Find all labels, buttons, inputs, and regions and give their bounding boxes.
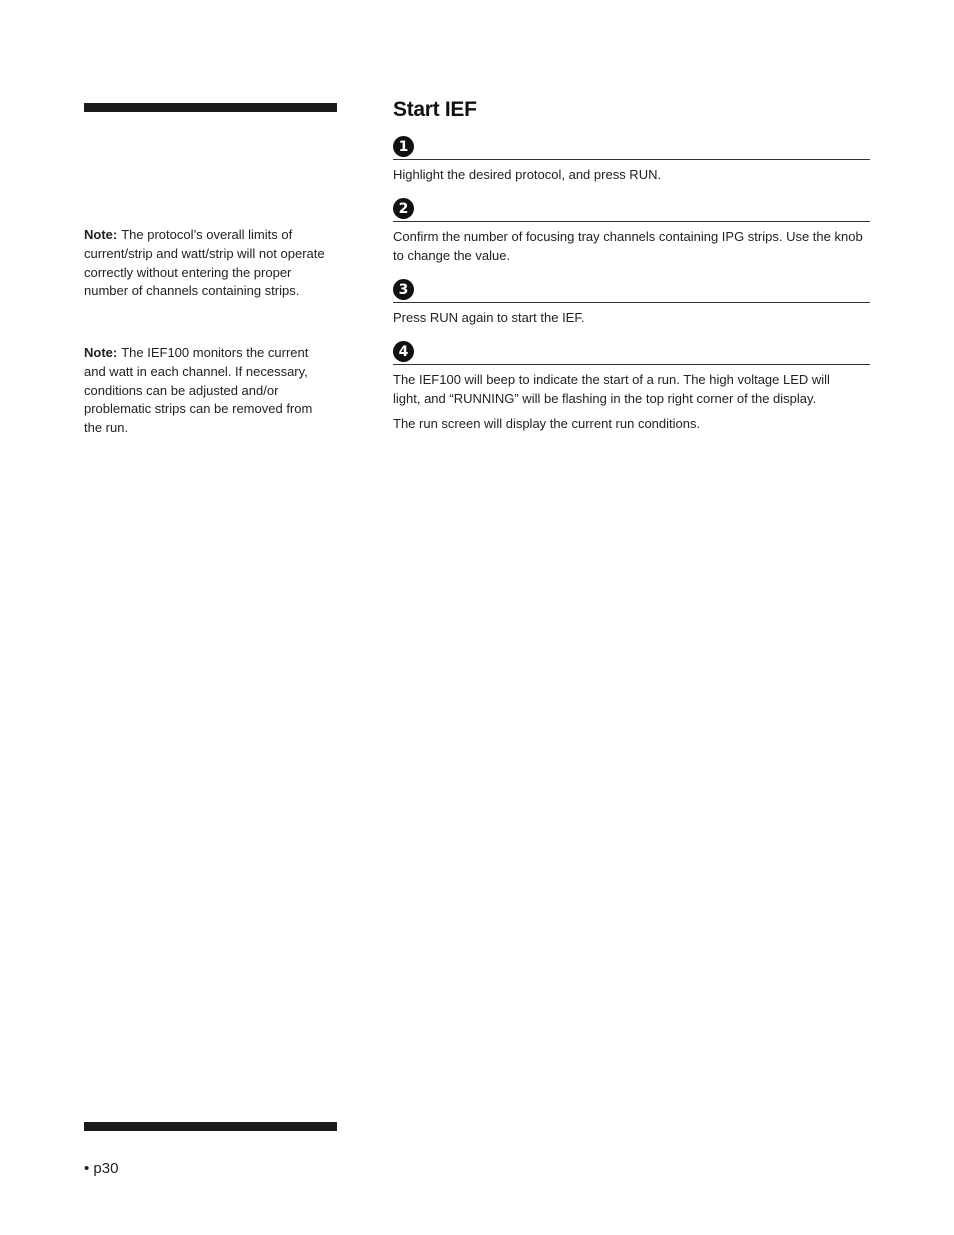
step-4 [393, 341, 870, 433]
note-channel-monitoring [84, 344, 329, 438]
step-2 [393, 198, 870, 265]
step-header [393, 279, 870, 303]
top-rule-bar [84, 103, 337, 112]
step-text: Highlight the desired protocol, and press RUN. [393, 167, 662, 182]
step-text: The IEF100 will beep to indicate the start of a run. The high voltage LED will light, and “RUNNING” will be flashing in the top right corner of the display. [393, 372, 830, 406]
step-text-followup: The run screen will display the current run conditions. [393, 416, 701, 431]
bottom-rule-bar [84, 1122, 337, 1131]
step-1 [393, 136, 870, 184]
main-content [393, 98, 870, 433]
page-number: • p30 [84, 1160, 119, 1177]
step-3 [393, 279, 870, 327]
note-label: Note: [84, 345, 118, 360]
step-text: Press RUN again to start the IEF. [393, 310, 585, 325]
step-number-icon: 4 [393, 341, 414, 362]
step-header [393, 198, 870, 222]
step-number-icon: 1 [393, 136, 414, 157]
note-text: The protocol’s overall limits of current/strip and watt/strip will not operate correctly without entering the proper number of channels containing strips. [84, 227, 325, 299]
step-number-icon: 2 [393, 198, 414, 219]
note-label: Note: [84, 227, 118, 242]
page-title: Start IEF [393, 98, 477, 121]
note-text: The IEF100 monitors the current and watt in each channel. If necessary, conditions can be adjusted and/or problematic strips can be removed from the run. [84, 345, 313, 436]
step-text: Confirm the number of focusing tray channels containing IPG strips. Use the knob to change the value. [393, 229, 863, 263]
step-header [393, 136, 870, 160]
step-header [393, 341, 870, 365]
step-number-icon: 3 [393, 279, 414, 300]
note-protocol-limits [84, 226, 329, 301]
